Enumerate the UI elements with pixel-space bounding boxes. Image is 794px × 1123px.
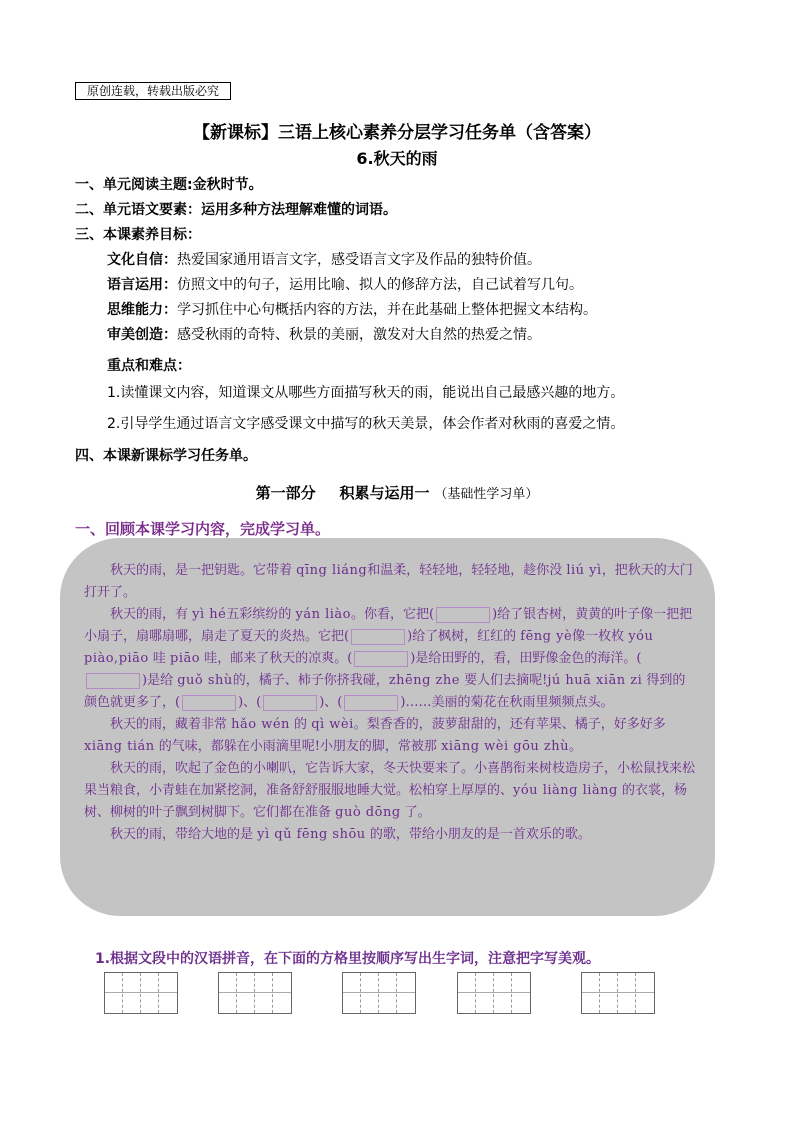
grid-cell[interactable] bbox=[582, 973, 600, 1013]
grid-cell[interactable] bbox=[141, 973, 159, 1013]
answer-blank[interactable] bbox=[436, 607, 490, 623]
grid-cell[interactable] bbox=[219, 973, 237, 1013]
worksheet-title: 【新课标】三语上核心素养分层学习任务单（含答案） bbox=[193, 123, 601, 143]
grid-cell[interactable] bbox=[512, 973, 530, 1013]
copyright-notice: 原创连载，转载出版必究 bbox=[75, 82, 231, 100]
goal-text: 仿照文中的句子，运用比喻、拟人的修辞方法，自己试着写几句。 bbox=[177, 277, 583, 293]
grid-cell[interactable] bbox=[123, 973, 141, 1013]
key-point-2: 2.引导学生通过语言文字感受课文中描写的秋天美景，体会作者对秋雨的喜爱之情。 bbox=[107, 416, 625, 432]
goal-label: 审美创造： bbox=[107, 327, 177, 343]
goal-label: 文化自信： bbox=[107, 252, 177, 268]
passage-paragraph: 秋天的雨，有 yì hé五彩缤纷的 yán liào。你看，它把( )给了银杏树，黄黄的叶子像一把把小扇子，扇哪扇哪，扇走了夏天的炎热。它把( )给了枫树，红红的 fēng yè像一枚枚 yóu piào,piāo 哇 piāo 哇，邮来了秋天的凉爽。( )是给田野的，看，田野像金色的海洋。()是给 guǒ shù的，橘子、柿子你挤我碰，zhēng zhe 要人们去摘呢!jú huā xiān zi 得到的颜色就更多了，( )、( )、( )……美丽的菊花在秋雨里频频点头。 bbox=[84, 607, 693, 710]
key-points-title: 重点和难点： bbox=[107, 358, 191, 374]
grid-cell[interactable] bbox=[273, 973, 291, 1013]
passage-paragraph: 秋天的雨，带给大地的是 yì qǔ fēng shōu 的歌，带给小朋友的是一首欢乐的歌。 bbox=[110, 827, 591, 842]
answer-blank[interactable] bbox=[86, 673, 140, 689]
passage-text bbox=[84, 560, 696, 846]
writing-grid[interactable] bbox=[581, 972, 655, 1014]
answer-blank[interactable] bbox=[344, 695, 398, 711]
writing-grid[interactable] bbox=[104, 972, 178, 1014]
section-reading-theme: 一、单元阅读主题:金秋时节。 bbox=[75, 177, 263, 193]
goal-language-use bbox=[107, 274, 583, 294]
part-sub: （基础性学习单） bbox=[434, 487, 539, 502]
goal-label: 语言运用： bbox=[107, 277, 177, 293]
key-point-1: 1.读懂课文内容，知道课文从哪些方面描写秋天的雨，能说出自己最感兴趣的地方。 bbox=[107, 385, 625, 401]
exercise-section-title: 一、回顾本课学习内容，完成学习单。 bbox=[75, 520, 331, 538]
passage-paragraph: 秋天的雨，吹起了金色的小喇叭，它告诉大家，冬天快要来了。小喜鹊衔来树枝造房子，小松鼠找来松果当粮食，小青蛙在加紧挖洞，准备舒舒服服地睡大觉。松柏穿上厚厚的、yóu liàng liàng 的衣裳，杨树、柳树的叶子飘到树脚下。它们都在准备 guò dōng 了。 bbox=[84, 761, 696, 820]
grid-cell[interactable] bbox=[636, 973, 654, 1013]
part-heading bbox=[0, 482, 794, 503]
grid-cell[interactable] bbox=[105, 973, 123, 1013]
goal-text: 学习抓住中心句概括内容的方法，并在此基础上整体把握文本结构。 bbox=[177, 302, 597, 318]
answer-blank[interactable] bbox=[354, 651, 408, 667]
goal-label: 思维能力： bbox=[107, 302, 177, 318]
answer-blank[interactable] bbox=[351, 629, 405, 645]
writing-grid[interactable] bbox=[218, 972, 292, 1014]
passage-paragraph: 秋天的雨，是一把钥匙。它带着 qīng liáng和温柔，轻轻地，轻轻地，趁你没 liú yì，把秋天的大门打开了。 bbox=[84, 563, 693, 600]
part-label: 第一部分 bbox=[255, 484, 316, 502]
answer-blank[interactable] bbox=[182, 695, 236, 711]
grid-cell[interactable] bbox=[618, 973, 636, 1013]
part-name: 积累与运用一 bbox=[339, 484, 430, 502]
lesson-title: 6.秋天的雨 bbox=[356, 149, 438, 168]
writing-grid[interactable] bbox=[342, 972, 416, 1014]
section-literacy-goals: 三、本课素养目标： bbox=[75, 227, 201, 243]
grid-cell[interactable] bbox=[600, 973, 618, 1013]
goal-text: 感受秋雨的奇特、秋景的美丽，激发对大自然的热爱之情。 bbox=[177, 327, 541, 343]
grid-cell[interactable] bbox=[379, 973, 397, 1013]
grid-cell[interactable] bbox=[476, 973, 494, 1013]
question-1: 1.根据文段中的汉语拼音，在下面的方格里按顺序写出生字词，注意把字写美观。 bbox=[95, 951, 601, 967]
grid-cell[interactable] bbox=[458, 973, 476, 1013]
grid-cell[interactable] bbox=[237, 973, 255, 1013]
grid-cell[interactable] bbox=[397, 973, 415, 1013]
grid-cell[interactable] bbox=[159, 973, 177, 1013]
answer-blank[interactable] bbox=[263, 695, 317, 711]
grid-cell[interactable] bbox=[494, 973, 512, 1013]
writing-grid[interactable] bbox=[457, 972, 531, 1014]
passage-paragraph: 秋天的雨，藏着非常 hǎo wén 的 qì wèi。梨香香的，菠萝甜甜的，还有苹果、橘子，好多好多 xiāng tián 的气味，都躲在小雨滴里呢!小朋友的脚，常被那 xiāng wèi gōu zhù。 bbox=[84, 717, 666, 754]
grid-cell[interactable] bbox=[343, 973, 361, 1013]
goal-text: 热爱国家通用语言文字，感受语言文字及作品的独特价值。 bbox=[177, 252, 541, 268]
goal-thinking-ability bbox=[107, 299, 597, 319]
goal-aesthetic-creation bbox=[107, 324, 541, 344]
section-task-list: 四、本课新课标学习任务单。 bbox=[75, 448, 257, 464]
grid-cell[interactable] bbox=[255, 973, 273, 1013]
grid-cell[interactable] bbox=[361, 973, 379, 1013]
section-language-elements: 二、单元语文要素：运用多种方法理解难懂的词语。 bbox=[75, 202, 397, 218]
goal-cultural-confidence bbox=[107, 249, 541, 269]
